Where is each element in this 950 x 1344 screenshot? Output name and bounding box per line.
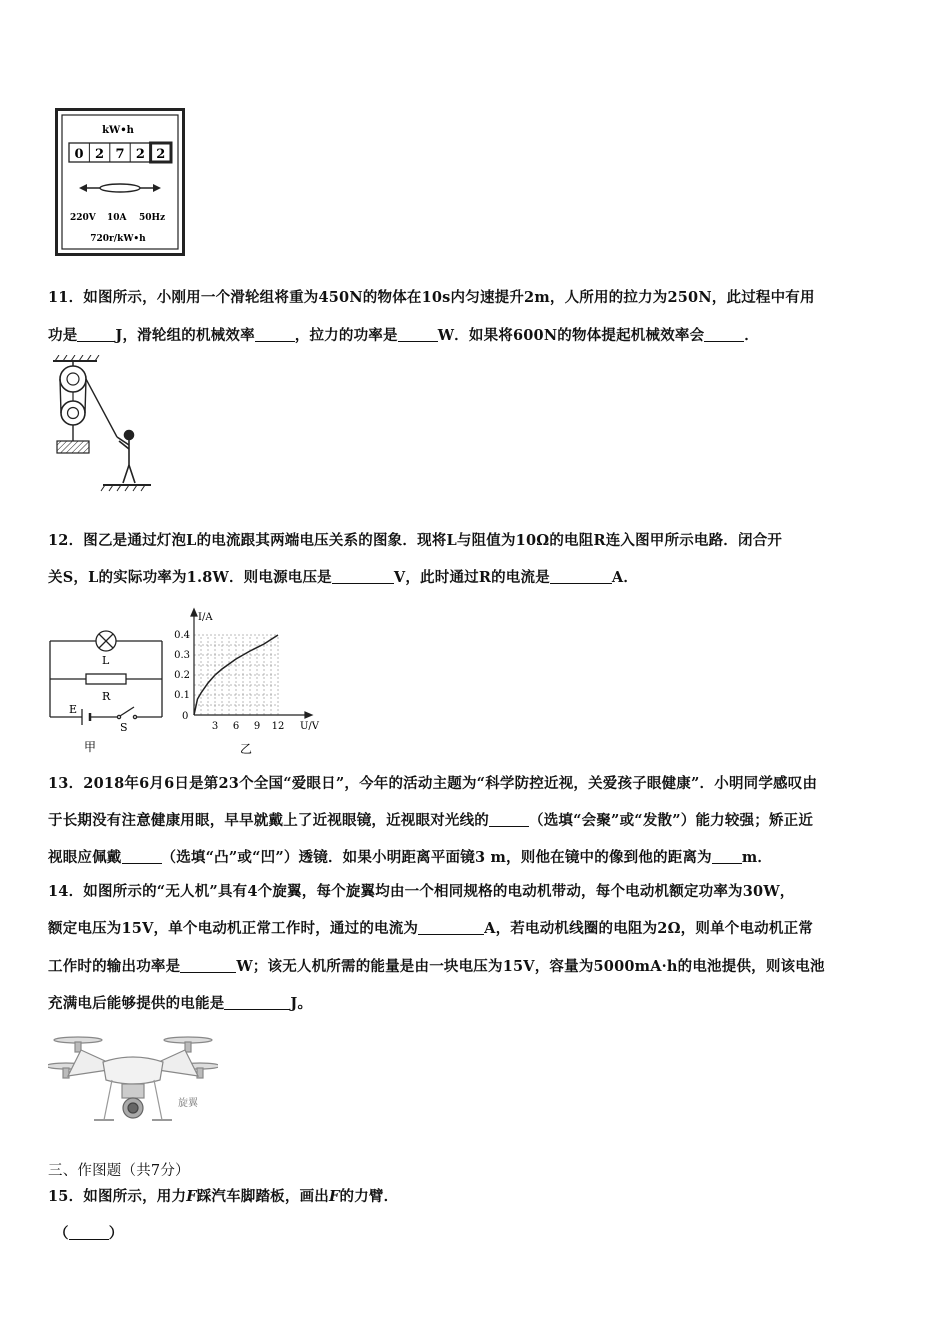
q11-text: ，拉力的功率是 [294, 327, 398, 344]
q13-line2 [48, 809, 813, 830]
battery-symbol [82, 709, 90, 725]
q11-text: W．如果将600N的物体提起机械效率会 [437, 327, 705, 344]
q13-blank-converge[interactable] [489, 812, 529, 828]
q14-line3 [48, 955, 825, 976]
q14-text: 工作时的输出功率是 [48, 958, 181, 975]
x-tick-label: 6 [232, 721, 240, 732]
q11-text: J，滑轮组的机械效率 [115, 327, 255, 344]
q12-blank-voltage[interactable] [332, 569, 394, 585]
q11-line2 [48, 324, 759, 345]
meter-rating-frequency: 50Hz [139, 213, 166, 223]
q11-text: 功是 [48, 327, 78, 344]
meter-unit: kW•h [102, 125, 134, 136]
q12-line2 [48, 566, 638, 587]
meter-digit: 2 [94, 147, 105, 162]
q12-text: 关S，L的实际功率为1.8W．则电源电压是 [48, 569, 332, 586]
q14-text: 额定电压为15V，单个电动机正常工作时，通过的电流为 [48, 920, 419, 937]
q13-text: （选填“凸”或“凹”）透镜．如果小明距离平面镜3 m，则他在镜中的像到他的距离为 [161, 849, 712, 866]
drone-figure [48, 1028, 218, 1138]
caption-jia: 甲 [84, 740, 97, 754]
switch-symbol [117, 707, 136, 719]
q14-text: A，若电动机线圈的电阻为2Ω，则单个电动机正常 [484, 920, 813, 937]
person-pulling-icon [117, 431, 135, 484]
iv-curve-chart [168, 605, 338, 757]
q13-text: 于长期没有注意健康用眼，早早就戴上了近视眼镜，近视眼对光线的 [48, 812, 489, 829]
q14-line2 [48, 917, 813, 938]
caption-yi: 乙 [240, 742, 253, 756]
meter-rating-current: 10A [107, 213, 127, 223]
q14-blank-current[interactable] [418, 920, 484, 936]
meter-rotor-icon [79, 184, 161, 192]
y-axis-label: I/A [198, 612, 213, 623]
q11-text: ． [744, 327, 759, 344]
q15-line1 [48, 1185, 398, 1206]
meter-digit: 2 [135, 147, 145, 162]
q13-text: （选填“会聚”或“发散”）能力较强；矫正近 [529, 812, 814, 829]
force-symbol: F [329, 1188, 340, 1205]
y-tick-label: 0.3 [174, 650, 190, 661]
y-tick-label: 0.1 [174, 690, 190, 701]
x-tick-label: 3 [211, 721, 219, 732]
q13-text: m． [741, 849, 773, 866]
meter-constant: 720r/kW•h [90, 234, 146, 244]
q13-line1: 13．2018年6月6日是第23个全国“爱眼日”，今年的活动主题为“科学防控近视，关爱孩子眼健康”．小明同学感叹由 [48, 775, 818, 792]
y-tick-label: 0.4 [174, 630, 190, 641]
meter-rating-voltage: 220V [70, 213, 96, 223]
meter-digits [69, 143, 171, 162]
force-symbol: F [186, 1188, 197, 1205]
q14-line4 [48, 992, 312, 1013]
circuit-diagram-jia [44, 625, 168, 755]
q11-blank-efficiency[interactable] [255, 327, 295, 343]
q15-text: 15．如图所示，用力 [48, 1188, 187, 1205]
section-heading: 三、作图题（共7分） [48, 1163, 190, 1179]
answer-close-paren: ） [108, 1225, 124, 1242]
q12-text: A． [611, 569, 639, 586]
q14-blank-output-power[interactable] [180, 958, 236, 974]
lamp-label: L [102, 654, 110, 667]
q13-blank-distance[interactable] [712, 849, 742, 865]
chart-grid [194, 635, 278, 715]
battery-label: E [69, 703, 78, 716]
lamp-symbol [96, 631, 116, 651]
q14-line1: 14．如图所示的“无人机”具有4个旋翼，每个旋翼均由一个相同规格的电动机带动，每个电动机额定功率为30W， [48, 883, 795, 900]
q11-blank-power[interactable] [398, 327, 438, 343]
q14-text: W；该无人机所需的能量是由一块电压为15V，容量为5000mA·h的电池提供，则该电池 [236, 958, 825, 975]
drone-rotor-label: 旋翼 [178, 1098, 198, 1109]
q13-line3 [48, 846, 772, 867]
meter-digit: 2 [156, 147, 166, 162]
resistor-symbol [86, 674, 126, 684]
energy-meter-figure [55, 108, 185, 256]
q14-text: 充满电后能够提供的电能是 [48, 995, 225, 1012]
q13-text: 视眼应佩戴 [48, 849, 122, 866]
meter-digit: 0 [74, 147, 84, 162]
q15-text: 的力臂． [339, 1188, 399, 1205]
x-axis-label: U/V [300, 721, 320, 732]
meter-digit: 7 [115, 147, 125, 162]
q12-blank-current[interactable] [550, 569, 612, 585]
switch-label: S [120, 721, 128, 734]
q11-blank-change[interactable] [704, 327, 744, 343]
pulley-system-figure [45, 355, 155, 495]
y-tick-label: 0.2 [174, 670, 190, 681]
q11-line1: 11．如图所示，小刚用一个滑轮组将重为450N的物体在10s内匀速提升2m，人所用的拉力为250N，此过程中有用 [48, 289, 815, 306]
origin-label: 0 [182, 711, 189, 722]
answer-open-paren: （ [54, 1225, 69, 1242]
q15-text: 踩汽车脚踏板，画出 [196, 1188, 329, 1205]
x-tick-label: 12 [271, 721, 285, 732]
q12-text: V，此时通过R的电流是 [393, 569, 550, 586]
q11-blank-useful-work[interactable] [77, 327, 115, 343]
x-tick-label: 9 [253, 721, 261, 732]
q15-answer [54, 1222, 123, 1243]
resistor-label: R [102, 690, 111, 703]
q14-text: J。 [290, 995, 313, 1012]
q14-blank-energy[interactable] [224, 995, 290, 1011]
chart-axes [191, 609, 312, 718]
q15-blank-answer[interactable] [69, 1225, 109, 1241]
q12-line1: 12．图乙是通过灯泡L的电流跟其两端电压关系的图象．现将L与阻值为10Ω的电阻R连入图甲所示电路．闭合开 [48, 532, 783, 549]
q13-blank-lens[interactable] [122, 849, 162, 865]
